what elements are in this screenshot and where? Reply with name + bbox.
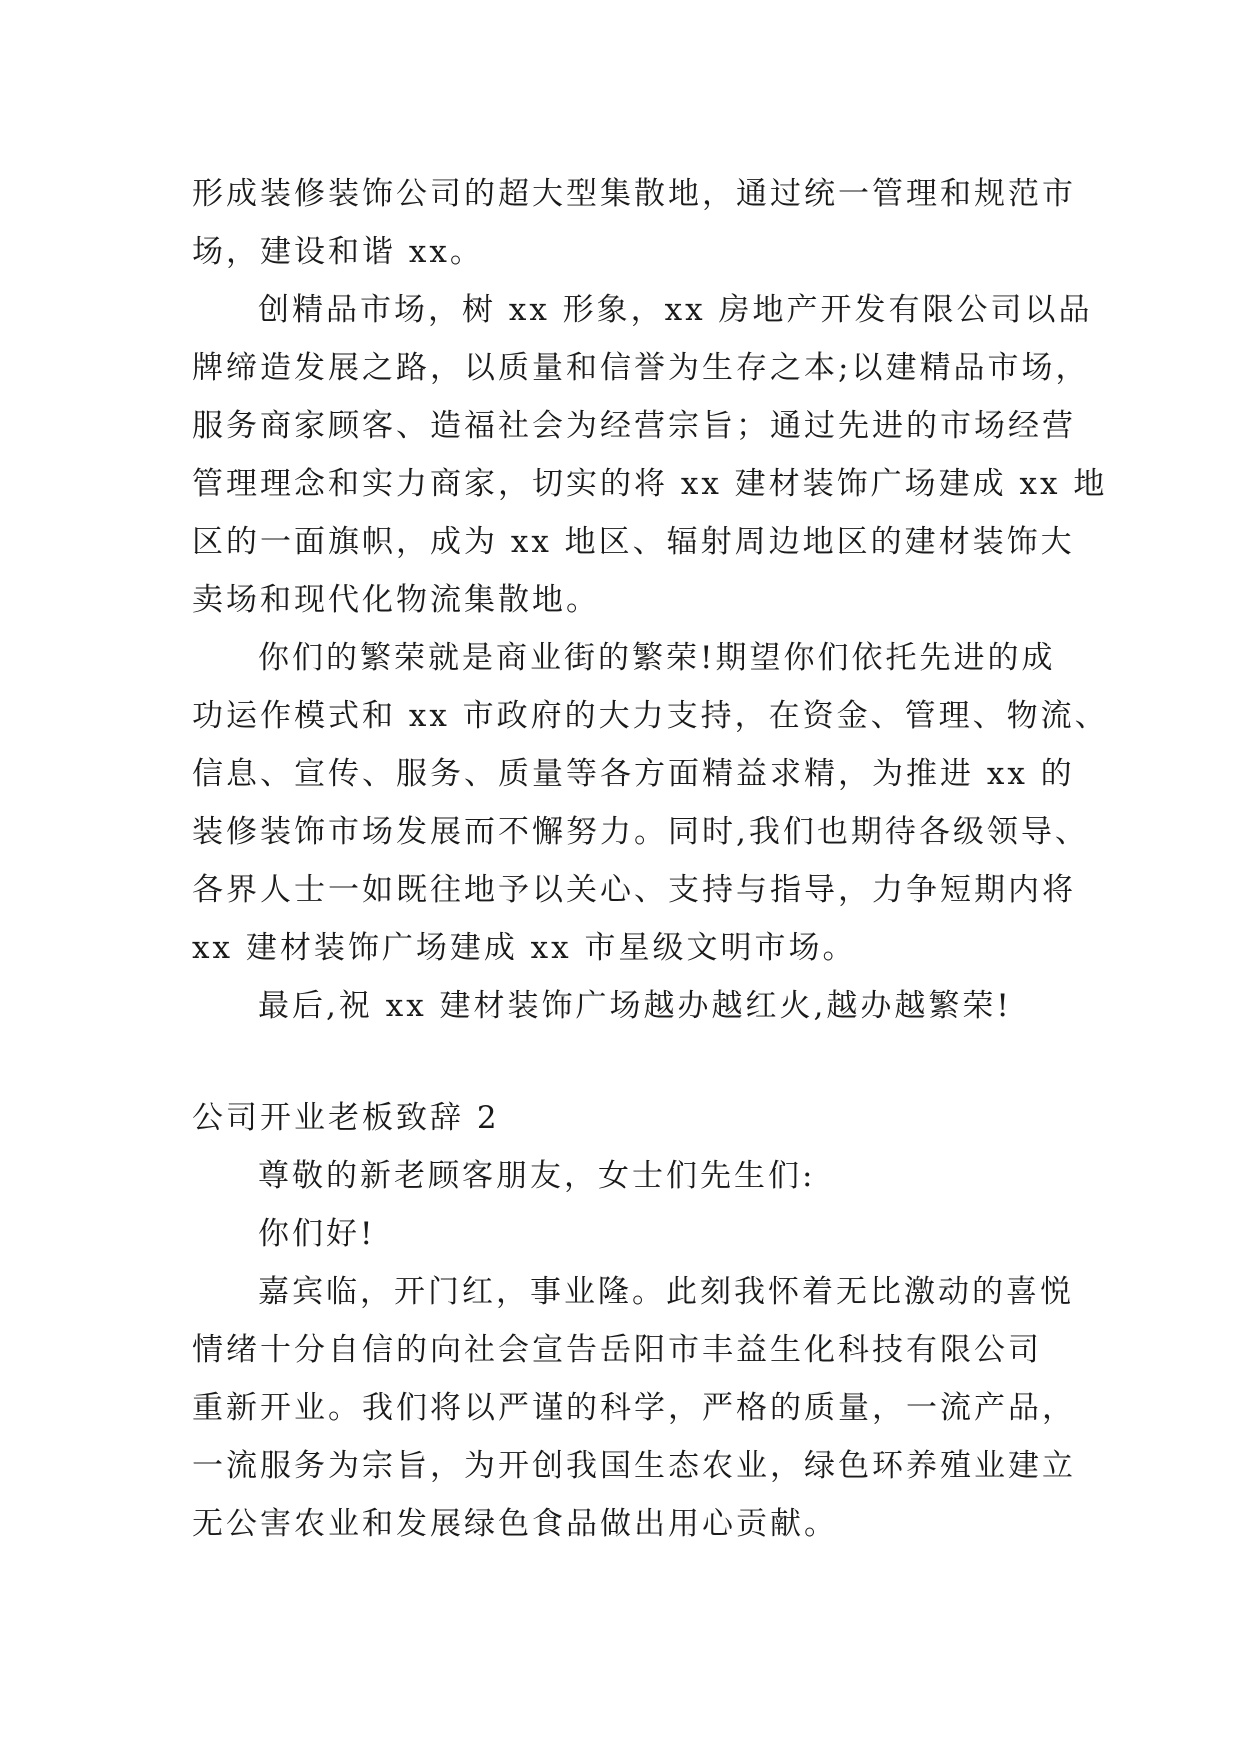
paragraph-line: 各界人士一如既往地予以关心、支持与指导，力争短期内将 [192,872,1076,908]
paragraph-line: 无公害农业和发展绿色食品做出用心贡献。 [192,1506,838,1542]
paragraph-line: 区的一面旗帜，成为 xx 地区、辐射周边地区的建材装饰大 [192,524,1075,560]
paragraph-line: 功运作模式和 xx 市政府的大力支持，在资金、管理、物流、 [192,698,1109,734]
paragraph-line: xx 建材装饰广场建成 xx 市星级文明市场。 [192,930,857,966]
paragraph-line: 形成装修装饰公司的超大型集散地，通过统一管理和规范市 [192,176,1076,212]
paragraph-line: 最后,祝 xx 建材装饰广场越办越红火,越办越繁荣! [258,988,1012,1024]
paragraph-line: 牌缔造发展之路，以质量和信誉为生存之本;以建精品市场， [192,350,1090,386]
salutation: 尊敬的新老顾客朋友，女士们先生们: [258,1158,816,1194]
paragraph-line: 创精品市场，树 xx 形象，xx 房地产开发有限公司以品 [258,292,1093,328]
paragraph-line: 装修装饰市场发展而不懈努力。同时,我们也期待各级领导、 [192,814,1089,850]
paragraph-line: 场，建设和谐 xx。 [192,234,484,270]
paragraph-line: 你们的繁荣就是商业街的繁荣!期望你们依托先进的成 [258,640,1056,676]
paragraph-line: 情绪十分自信的向社会宣告岳阳市丰益生化科技有限公司 [192,1332,1042,1368]
paragraph-line: 一流服务为宗旨，为开创我国生态农业，绿色环养殖业建立 [192,1448,1076,1484]
paragraph-line: 信息、宣传、服务、质量等各方面精益求精，为推进 xx 的 [192,756,1075,792]
greeting: 你们好! [258,1216,376,1252]
paragraph-line: 管理理念和实力商家，切实的将 xx 建材装饰广场建成 xx 地 [192,466,1108,502]
section-heading: 公司开业老板致辞 2 [192,1100,500,1136]
paragraph-line: 嘉宾临，开门红，事业隆。此刻我怀着无比激动的喜悦 [258,1274,1074,1310]
paragraph-line: 卖场和现代化物流集散地。 [192,582,600,618]
paragraph-line: 重新开业。我们将以严谨的科学，严格的质量，一流产品， [192,1390,1076,1426]
paragraph-line: 服务商家顾客、造福社会为经营宗旨；通过先进的市场经营 [192,408,1076,444]
